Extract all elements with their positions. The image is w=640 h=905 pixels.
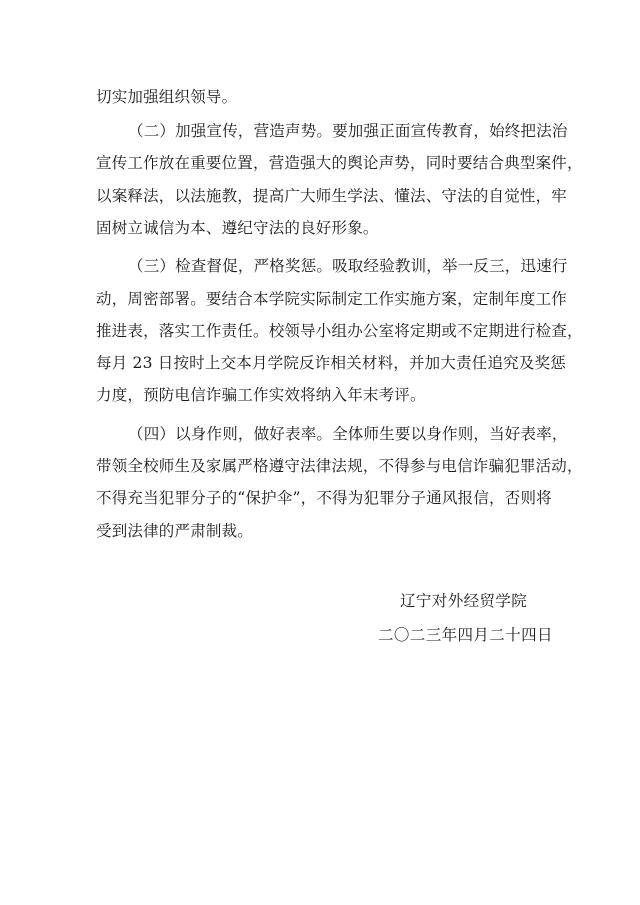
- section-4-line-1: （四）以身作则，做好表率。全体师生要以身作则，当好表率，: [128, 425, 568, 443]
- signature-date: 二〇二三年四月二十四日: [378, 626, 553, 644]
- section-3-line-4: 每月 23 日按时上交本月学院反诈相关材料，并加大责任追究及奖惩: [96, 354, 566, 372]
- section-4-line-4: 受到法律的严肃制裁。: [96, 522, 254, 540]
- section-4-line-3: 不得充当犯罪分子的“保护伞”，不得为犯罪分子通风报信，否则将: [96, 489, 552, 507]
- section-2-line-1: （二）加强宣传，营造声势。要加强正面宣传教育，始终把法治: [128, 122, 568, 140]
- section-3-line-3: 推进表，落实工作责任。校领导小组办公室将定期或不定期进行检查，: [96, 322, 583, 340]
- signature-organization: 辽宁对外经贸学院: [400, 592, 528, 610]
- opening-line: 切实加强组织领导。: [96, 88, 238, 106]
- section-2-line-2: 宣传工作放在重要位置，营造强大的舆论声势，同时要结合典型案件，: [96, 154, 583, 172]
- section-3-line-5: 力度，预防电信诈骗工作实效将纳入年末考评。: [96, 386, 426, 404]
- section-4-line-2: 带领全校师生及家属严格遵守法律法规，不得参与电信诈骗犯罪活动，: [96, 457, 583, 475]
- section-3-line-2: 动，周密部署。要结合本学院实际制定工作实施方案，定制年度工作: [96, 290, 568, 308]
- section-2-line-4: 固树立诚信为本、遵纪守法的良好形象。: [96, 219, 379, 237]
- section-2-line-3: 以案释法，以法施教，提高广大师生学法、懂法、守法的自觉性，牢: [96, 187, 568, 205]
- section-3-line-1: （三）检查督促，严格奖惩。吸取经验教训，举一反三，迅速行: [128, 257, 568, 275]
